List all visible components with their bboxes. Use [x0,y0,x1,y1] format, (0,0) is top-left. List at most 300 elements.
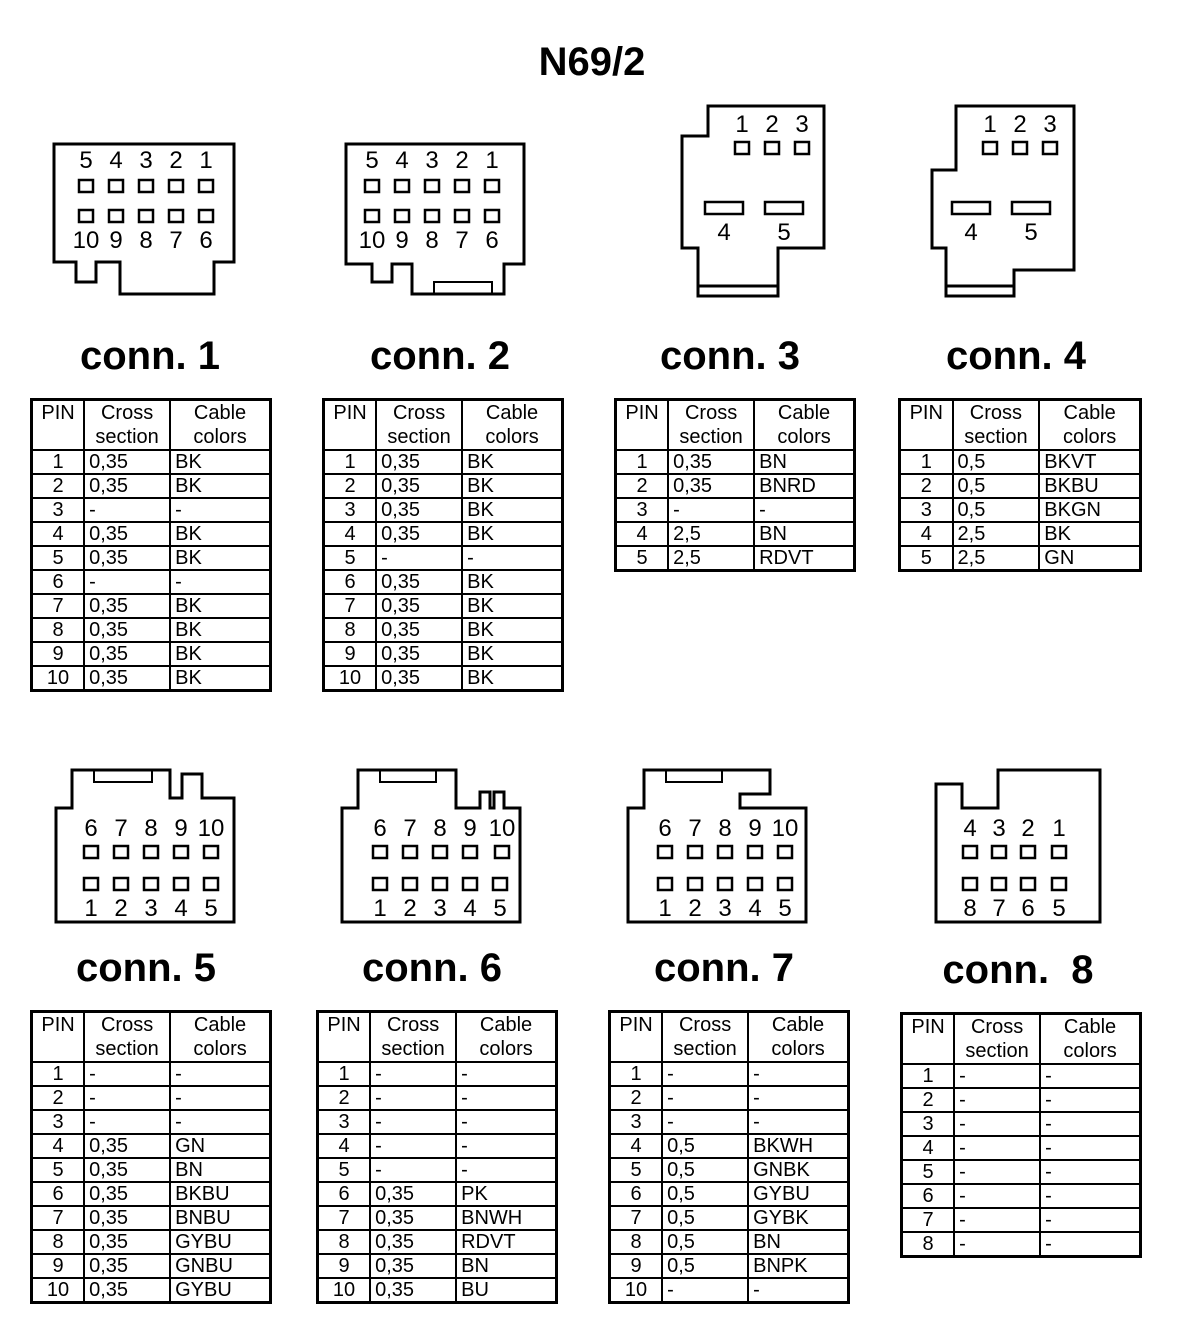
cable-color: BK [462,522,562,546]
pin-terminal [718,878,732,890]
pin-number-label: 3 [139,147,153,174]
cross-section: 0,5 [953,450,1040,474]
connector-7-label: conn. 7 [653,946,795,990]
cross-section: 0,5 [662,1254,748,1278]
cable-color: BK [170,666,270,691]
cross-section: - [84,498,170,522]
pin-terminal [493,878,507,890]
cable-color: - [748,1278,848,1303]
table-row [32,1134,271,1158]
pin-number-label: 7 [455,227,469,254]
pin-number-label: 7 [114,815,128,842]
pin-number: 9 [318,1254,371,1278]
cable-color: BK [462,450,562,474]
pin-terminal [495,846,509,858]
table-row [324,618,563,642]
pin-number-label: 6 [84,815,98,842]
cable-color: GYBU [170,1278,270,1303]
cross-section: 0,35 [370,1254,456,1278]
cross-section: - [954,1208,1040,1232]
cross-section: 2,5 [953,522,1040,546]
table-row [32,1062,271,1086]
cable-color: - [1040,1208,1140,1232]
table-row [318,1278,557,1303]
cross-section: 0,35 [376,594,462,618]
cable-color: - [462,546,562,570]
table-row [32,1206,271,1230]
pin-number-label: 5 [79,147,93,174]
table-row [616,498,855,522]
pin-number: 7 [32,1206,85,1230]
pin-number: 10 [32,666,85,691]
cable-color: - [170,1062,270,1086]
cable-color: BNWH [456,1206,556,1230]
pin-number-label: 4 [748,895,762,922]
cross-section: 0,35 [370,1206,456,1230]
pin-terminal [144,878,158,890]
cable-color: BU [456,1278,556,1303]
pin-number-label: 4 [395,147,409,174]
pin-number: 3 [32,1110,85,1134]
cable-color: - [456,1134,556,1158]
pin-number: 10 [32,1278,85,1303]
table-row [32,1278,271,1303]
pin-number-label: 8 [963,895,977,922]
pin-number: 2 [32,1086,85,1110]
cable-color: GNBU [170,1254,270,1278]
table-row [318,1086,557,1110]
connector-8-diagram [932,766,1104,928]
cross-section: - [370,1086,456,1110]
connector-8-label: conn. 8 [942,948,1094,992]
pin-number-label: 7 [688,815,702,842]
cross-section: 0,35 [84,450,170,474]
pin-number-label: 7 [403,815,417,842]
cable-color: BN [754,522,854,546]
pin-terminal [79,210,93,222]
pin-number: 8 [318,1230,371,1254]
pin-number-label: 1 [373,895,387,922]
table-row [902,1112,1141,1136]
cross-section: - [954,1232,1040,1257]
pin-terminal [365,180,379,192]
cable-color: BN [170,1158,270,1182]
table-row [616,450,855,474]
pin-number-label: 9 [109,227,123,254]
table-row [318,1158,557,1182]
pin-terminal [373,878,387,890]
pin-number-label: 5 [204,895,218,922]
cable-color: RDVT [754,546,854,571]
connector-7-diagram [624,766,814,928]
table-header-row [318,1012,557,1063]
pin-terminal [463,846,477,858]
table-row [902,1184,1141,1208]
pin-number: 4 [32,522,85,546]
power-pin-terminal [765,202,803,214]
header-pin: PIN [610,1012,663,1063]
cable-color: - [1040,1184,1140,1208]
cross-section: - [84,570,170,594]
pin-terminal [983,142,997,154]
cross-section: 0,35 [370,1278,456,1303]
pin-number-label: 9 [395,227,409,254]
header-pin: PIN [32,400,85,451]
table-row [32,474,271,498]
connector-6-pin-table [316,1010,558,1304]
table-row [32,1254,271,1278]
pin-number-label: 4 [109,147,123,174]
header-pin: PIN [616,400,669,451]
cable-color: - [1040,1064,1140,1088]
pin-terminal [455,210,469,222]
pin-number-label: 5 [493,895,507,922]
pin-number-label: 3 [144,895,158,922]
cable-color: - [1040,1136,1140,1160]
cross-section: 0,35 [376,642,462,666]
pin-number-label: 1 [983,111,997,138]
header-pin: PIN [902,1014,955,1065]
pin-terminal [365,210,379,222]
pin-number: 8 [32,1230,85,1254]
pin-number: 1 [902,1064,955,1088]
cross-section: - [954,1184,1040,1208]
header-colors: Cable colors [1039,400,1140,451]
header-colors: Cable colors [748,1012,848,1063]
pin-number-label: 5 [777,219,791,246]
pin-number: 7 [318,1206,371,1230]
cable-color: BN [748,1230,848,1254]
cable-color: BK [462,642,562,666]
pin-number: 1 [900,450,953,474]
connector-7-pin-table [608,1010,850,1304]
pin-terminal [174,878,188,890]
table-row [324,450,563,474]
pin-terminal [765,142,779,154]
cable-color: BN [456,1254,556,1278]
pin-number: 5 [318,1158,371,1182]
pin-number-label: 10 [72,227,100,254]
cross-section: - [954,1064,1040,1088]
connector-6-diagram [338,766,528,928]
pin-number: 6 [318,1182,371,1206]
table-row [32,546,271,570]
table-row [318,1254,557,1278]
cable-color: BK [462,618,562,642]
pin-number-label: 6 [199,227,213,254]
pin-number-label: 1 [1052,815,1066,842]
cross-section: 0,35 [84,1134,170,1158]
connector-8-pin-table [900,1012,1142,1258]
cable-color: - [170,1110,270,1134]
table-row [324,522,563,546]
pin-number: 9 [32,1254,85,1278]
pin-terminal [114,878,128,890]
cross-section: - [84,1110,170,1134]
pin-terminal [463,878,477,890]
pin-terminal [1021,846,1035,858]
pin-number: 2 [324,474,377,498]
header-cross: Cross section [376,400,462,451]
header-colors: Cable colors [456,1012,556,1063]
cable-color: BK [462,498,562,522]
header-colors: Cable colors [170,1012,270,1063]
cable-color: - [170,570,270,594]
cross-section: 0,5 [953,498,1040,522]
cable-color: BK [462,666,562,691]
pin-number: 1 [32,450,85,474]
table-row [32,666,271,691]
cross-section: 0,35 [84,1230,170,1254]
cross-section: - [662,1110,748,1134]
page-title: N69/2 [538,40,646,84]
connector-2-pin-table [322,398,564,692]
cable-color: - [170,1086,270,1110]
pin-number-label: 9 [463,815,477,842]
table-row [610,1278,849,1303]
cable-color: GNBK [748,1158,848,1182]
connector-2-label: conn. 2 [369,334,511,378]
pin-number-label: 5 [1024,219,1038,246]
pin-number: 7 [32,594,85,618]
cross-section: 0,35 [376,618,462,642]
cable-color: - [748,1086,848,1110]
cable-color: BKBU [1039,474,1140,498]
table-row [902,1232,1141,1257]
table-row [32,1182,271,1206]
pin-number-label: 10 [771,815,799,842]
cross-section: - [954,1088,1040,1112]
header-colors: Cable colors [1040,1014,1140,1065]
table-row [902,1088,1141,1112]
pin-number-label: 8 [139,227,153,254]
pin-number: 1 [616,450,669,474]
cable-color: BK [1039,522,1140,546]
pin-number-label: 4 [964,219,978,246]
pin-number-label: 10 [358,227,386,254]
table-row [32,450,271,474]
cross-section: - [376,546,462,570]
pin-number: 1 [610,1062,663,1086]
pin-terminal [1013,142,1027,154]
cross-section: 0,35 [668,474,754,498]
table-row [902,1136,1141,1160]
cross-section: 2,5 [668,522,754,546]
cable-color: - [170,498,270,522]
table-header-row [610,1012,849,1063]
pin-number-label: 1 [485,147,499,174]
table-row [900,546,1141,571]
power-pin-terminal [705,202,743,214]
pin-number: 2 [902,1088,955,1112]
cross-section: 0,35 [668,450,754,474]
table-row [616,474,855,498]
cross-section: 0,35 [84,618,170,642]
connector-1-diagram [50,140,240,300]
pin-number: 8 [902,1232,955,1257]
pin-terminal [174,846,188,858]
cross-section: 0,35 [84,1278,170,1303]
pin-number: 7 [324,594,377,618]
cable-color: BKGN [1039,498,1140,522]
table-row [324,642,563,666]
pin-number: 1 [324,450,377,474]
cable-color: - [748,1110,848,1134]
cable-color: - [754,498,854,522]
table-row [610,1134,849,1158]
table-row [32,522,271,546]
pin-number-label: 2 [765,111,779,138]
cable-color: - [456,1110,556,1134]
pin-terminal [144,846,158,858]
pin-number: 3 [32,498,85,522]
pin-terminal [425,210,439,222]
connector-5-pin-table [30,1010,272,1304]
table-row [610,1158,849,1182]
power-pin-terminal [1012,202,1050,214]
cable-color: BKVT [1039,450,1140,474]
pin-number-label: 2 [1021,815,1035,842]
pin-number: 8 [610,1230,663,1254]
pin-number: 5 [324,546,377,570]
cross-section: 0,35 [84,1158,170,1182]
cross-section: - [954,1160,1040,1184]
cross-section: 0,35 [84,546,170,570]
header-pin: PIN [318,1012,371,1063]
table-row [32,642,271,666]
pin-terminal [199,210,213,222]
table-row [610,1182,849,1206]
pin-number-label: 2 [169,147,183,174]
pin-number-label: 2 [114,895,128,922]
pin-number-label: 6 [1021,895,1035,922]
pin-terminal [403,878,417,890]
cable-color: BNPK [748,1254,848,1278]
pin-number: 4 [318,1134,371,1158]
table-row [32,594,271,618]
table-row [902,1208,1141,1232]
table-row [324,666,563,691]
pin-terminal [485,210,499,222]
table-row [900,522,1141,546]
pin-number: 10 [610,1278,663,1303]
cross-section: 0,35 [376,666,462,691]
pin-terminal [992,878,1006,890]
pin-number: 2 [318,1086,371,1110]
pin-terminal [748,846,762,858]
cross-section: 0,35 [376,522,462,546]
pin-number: 5 [902,1160,955,1184]
cable-color: - [456,1086,556,1110]
table-header-row [900,400,1141,451]
pin-number-label: 4 [463,895,477,922]
pin-number-label: 2 [403,895,417,922]
table-row [324,546,563,570]
table-row [610,1230,849,1254]
cross-section: 0,35 [84,1182,170,1206]
pin-number-label: 5 [1052,895,1066,922]
pin-number-label: 3 [795,111,809,138]
table-header-row [32,400,271,451]
cable-color: BN [754,450,854,474]
table-row [324,474,563,498]
power-pin-terminal [952,202,990,214]
cross-section: - [84,1062,170,1086]
cable-color: BK [170,546,270,570]
table-row [32,498,271,522]
table-row [900,498,1141,522]
cross-section: 0,35 [84,1206,170,1230]
table-header-row [616,400,855,451]
table-row [616,546,855,571]
cross-section: 0,5 [662,1134,748,1158]
pin-terminal [425,180,439,192]
cross-section: 0,5 [953,474,1040,498]
pin-number: 10 [318,1278,371,1303]
pin-number-label: 4 [174,895,188,922]
cross-section: 0,35 [370,1230,456,1254]
table-row [324,498,563,522]
table-row [32,1086,271,1110]
pin-number: 4 [616,522,669,546]
pin-number-label: 8 [425,227,439,254]
cable-color: - [456,1158,556,1182]
pin-terminal [395,180,409,192]
pin-number-label: 6 [658,815,672,842]
cable-color: BK [462,474,562,498]
table-row [318,1110,557,1134]
cable-color: - [456,1062,556,1086]
pin-number-label: 1 [84,895,98,922]
pin-number: 7 [902,1208,955,1232]
pin-number: 9 [32,642,85,666]
pin-terminal [114,846,128,858]
pin-terminal [109,180,123,192]
pin-number: 4 [32,1134,85,1158]
connector-3-pin-table [614,398,856,572]
pin-terminal [109,210,123,222]
cross-section: - [370,1062,456,1086]
pin-number-label: 6 [373,815,387,842]
connector-4-diagram [928,102,1080,302]
header-colors: Cable colors [170,400,270,451]
cross-section: 2,5 [668,546,754,571]
cross-section: 0,35 [84,594,170,618]
pin-terminal [1052,846,1066,858]
pin-number-label: 2 [455,147,469,174]
pin-terminal [395,210,409,222]
pin-terminal [718,846,732,858]
cable-color: - [1040,1112,1140,1136]
pin-number: 8 [324,618,377,642]
table-row [616,522,855,546]
pin-terminal [658,878,672,890]
cross-section: 0,35 [84,474,170,498]
cable-color: BK [462,570,562,594]
pin-terminal [963,878,977,890]
table-header-row [324,400,563,451]
pin-number: 9 [610,1254,663,1278]
cable-color: BK [170,522,270,546]
pin-number: 8 [32,618,85,642]
pin-number: 5 [32,546,85,570]
pin-terminal [795,142,809,154]
pin-number: 5 [610,1158,663,1182]
pin-terminal [169,210,183,222]
table-row [900,474,1141,498]
pin-number-label: 10 [197,815,225,842]
pin-terminal [485,180,499,192]
